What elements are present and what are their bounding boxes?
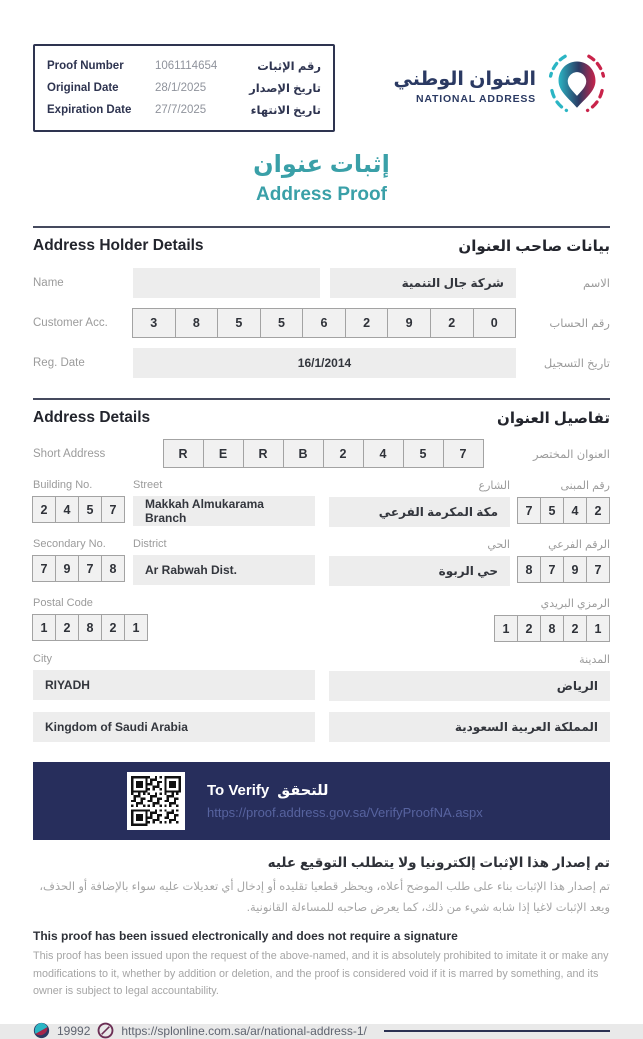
name-value-box-en (133, 268, 320, 298)
digit-cell: 2 (345, 308, 389, 338)
street-label-ar: الشارع (478, 480, 510, 492)
digit-cell: 2 (55, 614, 79, 641)
postal-code-row (33, 597, 610, 642)
secondary-no-label-en: Secondary No. (33, 538, 106, 550)
digit-cell: 5 (540, 497, 564, 524)
digit-cell: 2 (430, 308, 474, 338)
original-date-row (47, 77, 321, 99)
secondary-no-label-ar: الرقم الفرعي (548, 539, 610, 551)
address-heading-arabic: تفاصيل العنوان (497, 410, 610, 427)
short-address-label-ar: العنوان المختصر (532, 448, 610, 461)
digit-cell: 5 (217, 308, 261, 338)
building-street-ar (329, 479, 611, 527)
digit-cell: 8 (517, 556, 541, 583)
qr-code-svg (131, 776, 181, 826)
digit-cell: 8 (101, 555, 125, 582)
document-footer (33, 1022, 610, 1039)
verify-title-english: To Verify (207, 782, 270, 799)
digit-cell: 2 (101, 614, 125, 641)
building-no-label-en: Building No. (33, 479, 93, 491)
reg-date-label-ar: تاريخ التسجيل (543, 358, 610, 370)
digit-cell: 4 (363, 439, 404, 468)
digit-cell: 5 (403, 439, 444, 468)
short-address-row (33, 439, 610, 468)
digit-cell: 7 (101, 496, 125, 523)
secondary-no-group-ar (518, 538, 610, 586)
secondary-no-digits (33, 555, 125, 582)
postal-code-digits-ar (495, 615, 610, 642)
digit-cell: 8 (540, 615, 564, 642)
secondary-district-row (33, 538, 610, 586)
original-date-label-ar: تاريخ الإصدار (249, 83, 321, 95)
logo-wordmark (394, 68, 536, 105)
verify-bar (33, 762, 610, 840)
expiration-date-value: 27/7/2025 (155, 104, 207, 116)
logo-title-arabic: العنوان الوطني (393, 69, 536, 90)
customer-account-row (33, 308, 610, 338)
document-title-english: Address Proof (256, 184, 387, 205)
city-row (33, 653, 610, 701)
spacer (329, 597, 488, 642)
digit-cell: 5 (78, 496, 102, 523)
verify-url-link[interactable]: https://proof.address.gov.sa/VerifyProofNA.aspx (207, 805, 483, 820)
street-value-en: Makkah Almukarama Branch (133, 496, 315, 526)
country-value-en: Kingdom of Saudi Arabia (33, 712, 315, 742)
postal-code-ar (329, 597, 611, 642)
holder-heading-english: Address Holder Details (33, 237, 204, 254)
country-value-ar: المملكة العربية السعودية (329, 712, 611, 742)
logo-title-english: NATIONAL ADDRESS (416, 93, 536, 105)
district-value-en: Ar Rabwah Dist. (133, 555, 315, 585)
secondary-no-group-en (33, 538, 125, 586)
reg-date-value-box: 16/1/2014 (133, 348, 516, 378)
verify-title-arabic: للتحقق (277, 782, 329, 799)
name-row (33, 268, 610, 298)
short-address-label-en: Short Address (33, 447, 106, 460)
city-en (33, 653, 315, 701)
digit-cell: 2 (586, 497, 610, 524)
digit-cell: 2 (563, 615, 587, 642)
building-no-group-en (33, 479, 125, 527)
digit-cell: R (163, 439, 204, 468)
city-ar (329, 653, 611, 701)
phone-number: 19992 (57, 1023, 91, 1038)
digit-cell: 7 (32, 555, 56, 582)
location-pin-icon (544, 48, 610, 125)
proof-number-label-ar: رقم الإثبات (257, 61, 321, 73)
digit-cell: 7 (443, 439, 484, 468)
original-date-label-en: Original Date (47, 82, 119, 94)
name-label-en: Name (33, 277, 64, 289)
national-address-logo (394, 48, 610, 125)
digit-cell: 1 (494, 615, 518, 642)
expiration-date-label-en: Expiration Date (47, 104, 132, 116)
city-group-en (33, 653, 315, 701)
postal-code-label-ar: الرمزي البريدي (540, 598, 610, 610)
digit-cell: 0 (473, 308, 517, 338)
building-no-digits-ar (518, 497, 610, 524)
digit-cell: 1 (124, 614, 148, 641)
proof-number-value: 1061114654 (155, 60, 218, 72)
city-value-ar: الرياض (329, 671, 611, 701)
digit-cell: 4 (563, 497, 587, 524)
disclaimer-english-title: This proof has been issued electronically and does not require a signature (33, 929, 458, 944)
digit-cell: 3 (132, 308, 176, 338)
customer-acc-label-ar: رقم الحساب (549, 318, 610, 330)
street-group-ar (329, 479, 511, 527)
verify-title (207, 782, 483, 799)
country-row (33, 712, 610, 742)
building-street-en (33, 479, 315, 527)
digit-cell: 8 (175, 308, 219, 338)
secondary-district-ar (329, 538, 611, 586)
district-value-ar: حي الربوة (329, 556, 511, 586)
building-no-group-ar (518, 479, 610, 527)
digit-cell: 9 (563, 556, 587, 583)
address-section-header (33, 409, 610, 427)
building-no-label-ar: رقم المبنى (560, 480, 610, 492)
secondary-district-en (33, 538, 315, 586)
document-header (33, 44, 610, 132)
reg-date-row (33, 348, 610, 378)
street-label-en: Street (133, 479, 163, 491)
disclaimer-english-text: This proof has been issued upon the request of the above-named, and it is absolutely prohibited to imitate it or make any modifications to it, whether by addition or deletion, and the proof is considered void if it is marred by something, and its owner is subject to legal accountability. (33, 950, 609, 997)
digit-cell: 6 (302, 308, 346, 338)
country-en (33, 712, 315, 742)
name-label-ar: الاسم (582, 278, 610, 290)
digit-cell: 2 (517, 615, 541, 642)
district-group-en (133, 538, 315, 586)
digit-cell: R (243, 439, 284, 468)
digit-cell: 1 (586, 615, 610, 642)
original-date-value: 28/1/2025 (155, 82, 207, 94)
qr-code (127, 772, 185, 830)
footer-line (384, 1030, 610, 1032)
district-label-en: District (133, 538, 167, 550)
proof-number-row (47, 55, 321, 77)
digit-cell: 2 (32, 496, 56, 523)
street-value-ar: مكة المكرمة الفرعي (329, 497, 511, 527)
digit-cell: 8 (78, 614, 102, 641)
section-divider (33, 398, 610, 400)
digit-cell: 1 (32, 614, 56, 641)
verify-text-block (207, 782, 483, 820)
expiration-date-label-ar: تاريخ الانتهاء (250, 105, 321, 117)
district-label-ar: الحي (487, 539, 510, 551)
proof-info-box (33, 44, 335, 132)
digit-cell: 7 (78, 555, 102, 582)
digit-cell: B (283, 439, 324, 468)
district-group-ar (329, 538, 511, 586)
holder-section-header (33, 237, 610, 255)
address-heading-english: Address Details (33, 409, 151, 426)
digit-cell: 4 (55, 496, 79, 523)
postal-code-digits (33, 614, 148, 641)
postal-code-label-en: Postal Code (33, 597, 93, 609)
city-label-ar: المدينة (579, 654, 610, 666)
footer-url-link[interactable]: https://splonline.com.sa/ar/national-address-1/ (121, 1023, 367, 1038)
customer-account-digits (133, 308, 516, 338)
holder-heading-arabic: بيانات صاحب العنوان (458, 238, 610, 255)
city-value-en: RIYADH (33, 670, 315, 700)
reg-date-label-en: Reg. Date (33, 357, 85, 369)
street-group-en (133, 479, 315, 527)
digit-cell: 7 (586, 556, 610, 583)
country-ar (329, 712, 611, 742)
section-divider (33, 226, 610, 228)
expiration-date-row (47, 99, 321, 121)
name-value-box-ar: شركة جال التنمية (330, 268, 517, 298)
secondary-no-digits-ar (518, 556, 610, 583)
digit-cell: 7 (517, 497, 541, 524)
digit-cell: E (203, 439, 244, 468)
short-address-cells (153, 439, 494, 468)
digit-cell: 9 (55, 555, 79, 582)
city-label-en: City (33, 653, 52, 665)
digit-cell: 9 (387, 308, 431, 338)
document-title (33, 150, 610, 206)
digit-cell: 7 (540, 556, 564, 583)
customer-acc-label-en: Customer Acc. (33, 317, 108, 329)
disclaimer-arabic-text: تم إصدار هذا الإثبات بناء على طلب الموضح أعلاه، ويحظر قطعيا تقليده أو إدخال أي تعديلات عليه سواء بالإضافة أو الحذف، ويعد الإثبات لاغيا إذا شابه شيء من ذلك، كما يعرض صاحبه للمساءلة القانونية. (39, 881, 610, 914)
city-group-ar (329, 653, 611, 701)
spacer (156, 597, 315, 642)
digit-cell: 2 (323, 439, 364, 468)
spl-logo-icon (33, 1022, 50, 1039)
globe-icon (97, 1022, 114, 1039)
building-street-row (33, 479, 610, 527)
postal-code-group-en (33, 597, 148, 642)
disclaimer-arabic-title: تم إصدار هذا الإثبات إلكترونيا ولا يتطلب التوقيع عليه (267, 855, 610, 870)
building-no-digits (33, 496, 125, 523)
postal-code-en (33, 597, 315, 642)
document-title-arabic: إثبات عنوان (253, 151, 390, 178)
digit-cell: 5 (260, 308, 304, 338)
proof-number-label-en: Proof Number (47, 60, 124, 72)
postal-code-group-ar (495, 597, 610, 642)
